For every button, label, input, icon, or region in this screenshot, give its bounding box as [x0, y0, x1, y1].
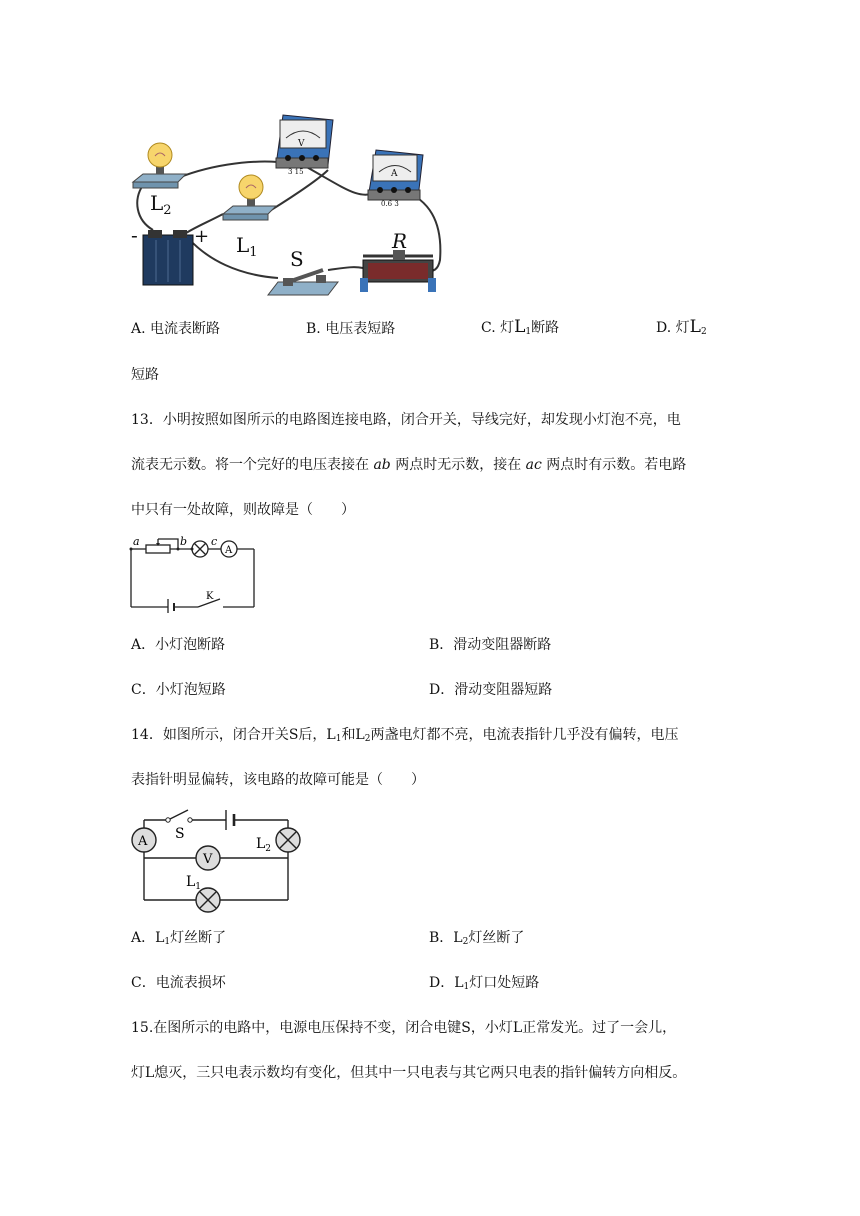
voltmeter-scale: 3 15 — [288, 168, 304, 176]
q13-option-b[interactable]: B．滑动变阻器断路 — [429, 637, 552, 653]
lamp-l1-icon — [223, 175, 276, 220]
battery-plus: + — [194, 226, 210, 247]
q12-option-c-prefix: C. 灯 — [481, 320, 515, 336]
q14-option-a[interactable] — [131, 929, 226, 951]
q14-option-a-post: 灯丝断了 — [170, 930, 227, 946]
voltmeter-label: V — [298, 139, 305, 149]
q14-l1-label: $L_1$ — [186, 874, 202, 892]
switch-icon — [268, 270, 338, 295]
q14-option-b-pre: B．L — [429, 930, 463, 946]
q13-circuit-figure — [128, 535, 260, 613]
q13-ammeter-label: A — [225, 545, 233, 556]
q12-option-b[interactable]: B. 电压表短路 — [306, 321, 396, 337]
q12-option-c-sub: 1 — [525, 327, 532, 337]
battery-minus: - — [131, 223, 138, 247]
switch-label: S — [290, 247, 304, 271]
rheostat-label: R — [392, 229, 408, 253]
q13-point-a: a — [133, 535, 140, 548]
rheostat-icon — [360, 250, 436, 292]
q12-label-l2: $L_2$ — [150, 191, 172, 218]
q13-option-d[interactable]: D．滑动变阻器短路 — [429, 682, 553, 698]
q12-option-c[interactable] — [481, 318, 559, 341]
q15-text-line2: 灯L熄灭，三只电表示数均有变化，但其中一只电表与其它两只电表的指针偏转方向相反。 — [131, 1065, 687, 1081]
q13-line2-b: 两点时无示数，接在 — [390, 457, 526, 473]
q14-option-b-sub: 2 — [462, 937, 469, 947]
q12-label-l1: $L_1$ — [236, 233, 258, 260]
q14-option-c[interactable]: C．电流表损坏 — [131, 975, 226, 991]
q14-option-a-sub: 1 — [164, 937, 171, 947]
q13-switch-label: K — [206, 591, 214, 602]
q14-option-d-pre: D．L — [429, 975, 464, 991]
q14-line1-b: 和L — [341, 727, 365, 743]
q14-ammeter-label: A — [138, 834, 148, 849]
q14-option-d[interactable] — [429, 974, 539, 996]
q12-option-d-wrap: 短路 — [131, 367, 159, 383]
q14-option-a-pre: A．L — [131, 930, 165, 946]
battery-icon — [143, 230, 193, 285]
q12-option-d-prefix: D. 灯 — [656, 320, 690, 336]
q12-circuit-figure — [128, 110, 458, 300]
q13-text-line2 — [131, 456, 686, 474]
q14-voltmeter-label: V — [203, 852, 213, 867]
q14-line1-sub1: 1 — [335, 734, 342, 744]
ammeter-label: A — [391, 169, 398, 179]
q14-circuit-figure — [128, 800, 306, 920]
q12-option-a[interactable]: A. 电流表断路 — [131, 321, 221, 337]
q14-option-d-sub: 1 — [463, 982, 470, 992]
q13-line2-c: 两点时有示数。若电路 — [541, 457, 687, 473]
q14-text-line2: 表指针明显偏转，该电路的故障可能是（ ） — [131, 772, 425, 788]
q14-switch-label: S — [175, 826, 185, 842]
q13-line2-a: 流表无示数。将一个完好的电压表接在 — [131, 457, 374, 473]
q12-option-d-lamp: L — [689, 317, 701, 337]
q14-text-line1 — [131, 726, 678, 748]
q14-option-d-post: 灯口处短路 — [469, 975, 540, 991]
q13-line2-ac: ac — [525, 457, 542, 473]
q14-line1-sub2: 2 — [364, 734, 371, 744]
q14-l2-label: $L_2$ — [256, 836, 272, 854]
q12-option-c-lamp: L — [514, 317, 526, 337]
lamp-l2-icon — [133, 143, 186, 188]
q13-point-b: b — [180, 535, 188, 548]
q12-option-d-sub: 2 — [700, 327, 707, 337]
q15-text-line1: 15.在图所示的电路中，电源电压保持不变，闭合电键S，小灯L正常发光。过了一会儿， — [131, 1020, 677, 1036]
q13-option-a[interactable]: A．小灯泡断路 — [131, 637, 226, 653]
q13-line2-ab: ab — [373, 457, 391, 473]
q14-line1-c: 两盏电灯都不亮，电流表指针几乎没有偏转，电压 — [370, 727, 679, 743]
q13-option-c[interactable]: C．小灯泡短路 — [131, 682, 226, 698]
q13-text-line3: 中只有一处故障，则故障是（ ） — [131, 502, 355, 518]
q14-option-b-post: 灯丝断了 — [468, 930, 525, 946]
q12-option-c-suffix: 断路 — [531, 320, 560, 336]
q14-line1-a: 14．如图所示，闭合开关S后，L — [131, 727, 336, 743]
q14-option-b[interactable] — [429, 929, 524, 951]
voltmeter-icon — [276, 115, 333, 168]
q13-point-c: c — [211, 535, 218, 548]
ammeter-scale: 0.6 3 — [381, 200, 399, 208]
q12-option-d[interactable] — [656, 318, 707, 341]
q13-text-line1: 13．小明按照如图所示的电路图连接电路，闭合开关，导线完好，却发现小灯泡不亮，电 — [131, 412, 681, 428]
